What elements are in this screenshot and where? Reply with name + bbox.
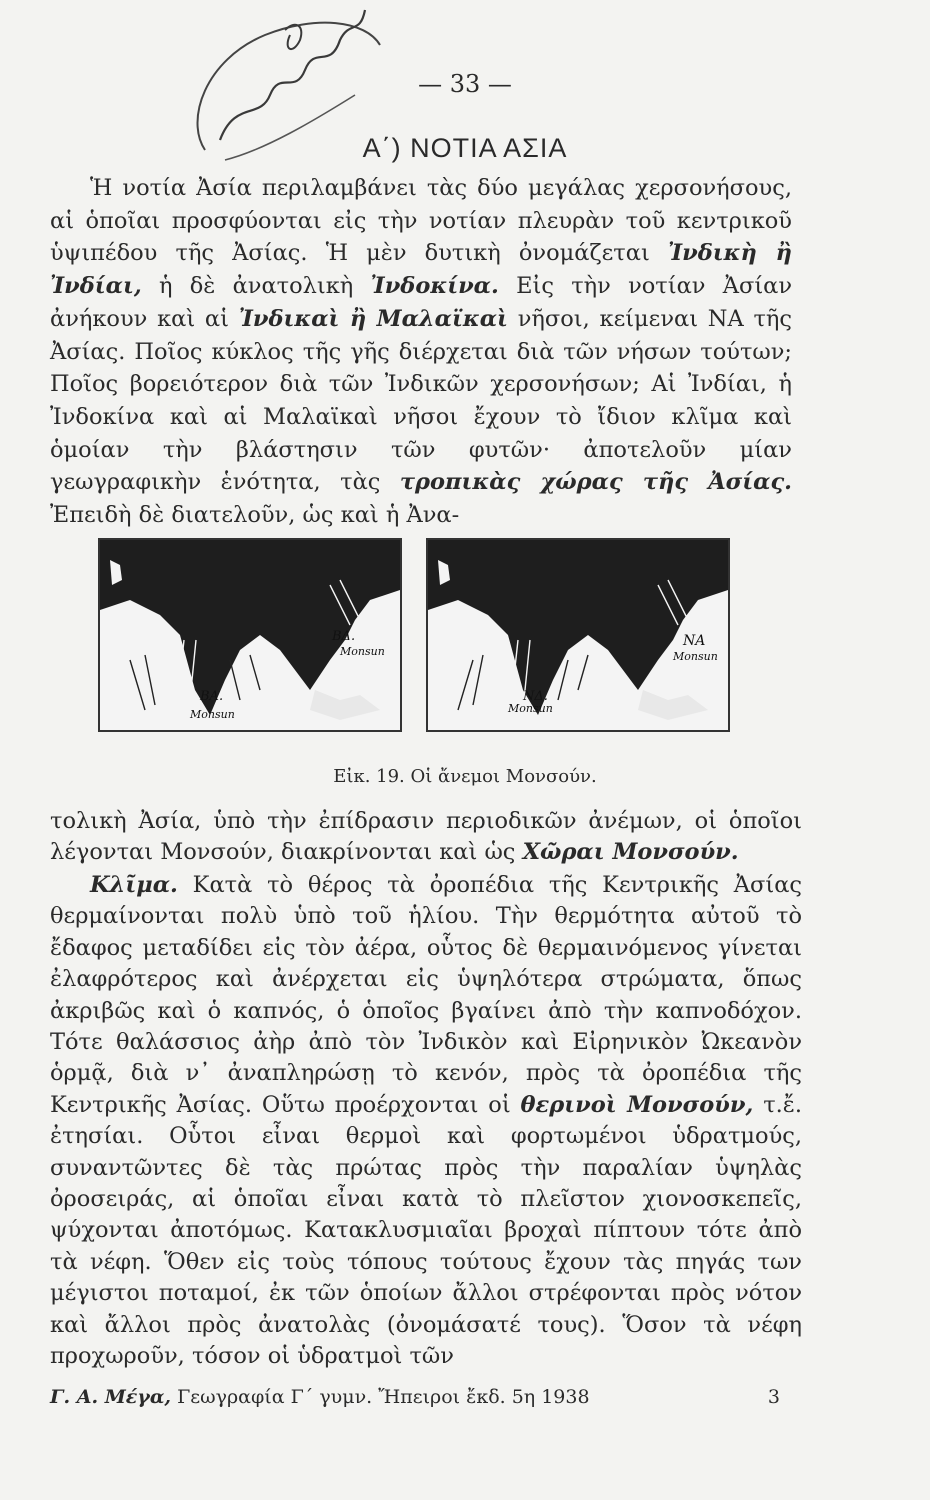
map-label-bd: ΒΔ. (332, 629, 356, 644)
monsoon-maps-figure (98, 538, 828, 728)
continuation-paragraph: τολικὴ Ἀσία, ὑπὸ τὴν ἐπίδρασιν περιοδικῶν ἀνέμων, οἱ ὁποῖοι λέγονται Μονσούν, διακρίνονται καὶ ὡς Χῶραι Μονσούν. (50, 808, 802, 866)
map-drawing (100, 540, 400, 730)
footer-author: Γ. Α. Μέγα, (50, 1386, 172, 1408)
page-number: — 33 — (418, 70, 512, 98)
map-label-monsun-4: Monsun (508, 702, 553, 715)
map-label-nd: ΝΔ. (523, 689, 548, 704)
map-label-monsun-1: Monsun (340, 645, 385, 658)
section-title: Α΄) ΝΟΤΙΑ ΑΣΙΑ (362, 133, 568, 163)
intro-paragraph: Ἡ νοτία Ἀσία περιλαμβάνει τὰς δύο μεγάλας χερσονήσους, αἱ ὁποῖαι προσφύονται εἰς τὴν νοτίαν πλευρὰν τοῦ κεντρικοῦ ὑψιπέδου τῆς Ἀσίας. Ἡ μὲν δυτικὴ ὀνομάζεται Ἰνδικὴ ἢ Ἰνδίαι, ἡ δὲ ἀνατολικὴ Ἰνδοκίνα. Εἰς τὴν νοτίαν Ἀσίαν ἀνήκουν καὶ αἱ Ἰνδικαὶ ἢ Μαλαϊκαὶ νῆσοι, κείμεναι ΝΑ τῆς Ἀσίας. Ποῖος κύκλος τῆς γῆς διέρχεται διὰ τῶν νήσων τούτων; Ποῖος βορειότερον διὰ τῶν Ἰνδικῶν χερσονήσων; Αἱ Ἰνδίαι, ἡ Ἰνδοκίνα καὶ αἱ Μαλαϊκαὶ νῆσοι ἔχουν τὸ ἴδιον κλῖμα καὶ ὁμοίαν τὴν βλάστησιν τῶν φυτῶν· ἀποτελοῦν μίαν γεωγραφικὴν ἑνότητα, τὰς τροπικὰς χώρας τῆς Ἀσίας. Ἐπειδὴ δὲ διατελοῦν, ὡς καὶ ἡ Ἀνα- (50, 175, 793, 529)
map-drawing (428, 540, 728, 730)
footer-book: Γεωγραφία Γ΄ γυμν. Ἤπειροι ἔκδ. 5η 1938 (177, 1386, 590, 1408)
climate-paragraph: Κλῖμα. Κατὰ τὸ θέρος τὰ ὀροπέδια τῆς Κεντρικῆς Ἀσίας θερμαίνονται πολὺ ὑπὸ τοῦ ἡλίου. Τὴν θερμότητα αὐτοῦ τὸ ἔδαφος μεταδίδει εἰς τὸν ἀέρα, οὗτος δὲ θερμαινόμενος γίνεται ἐλαφρότερος καὶ ἀνέρχεται εἰς ὑψηλότερα στρώματα, ὅπως ἀκριβῶς καὶ ὁ καπνός, ὁ ὁποῖος βγαίνει ἀπὸ τὴν καπνοδόχον. Τότε θαλάσσιος ἀὴρ ἀπὸ τὸν Ἰνδικὸν καὶ Εἰρηνικὸν Ὠκεανὸν ὁρμᾷ, διὰ ν᾽ ἀναπληρώσῃ τὸ κενόν, πρὸς τὰ ὀροπέδια τῆς Κεντρικῆς Ἀσίας. Οὕτω προέρχονται οἱ θερινοὶ Μονσούν, τ.ἔ. ἐτησίαι. Οὗτοι εἶναι θερμοὶ καὶ φορτωμένοι ὑδρατμούς, συναντῶντες δὲ τὰς πρώτας πρὸς τὴν παραλίαν ὑψηλὰς ὀροσειράς, αἱ ὁποῖαι εἶναι κατὰ τὸ πλεῖστον χιονοσκεπεῖς, ψύχονται ἀποτόμως. Κατακλυσμιαῖαι βροχαὶ πίπτουν τότε ἀπὸ τὰ νέφη. Ὅθεν εἰς τοὺς τόπους τούτους ἔχουν τὰς πηγάς των μέγιστοι ποταμοί, ἐκ τῶν ὁποίων ἄλλοι στρέφονται πρὸς νότον καὶ ἄλλοι πρὸς ἀνατολὰς (ὀνομάσατέ τους). Ὅσον τὰ νέφη προχωροῦν, τόσον οἱ ὑδρατμοὶ τῶν (50, 872, 803, 1370)
winter-monsoon-map (98, 538, 402, 732)
map-label-na: ΝΑ (683, 633, 706, 649)
page-footer (50, 1386, 780, 1408)
map-label-monsun-3: Monsun (673, 650, 718, 663)
map-label-monsun-2: Monsun (190, 708, 235, 721)
map-label-ba: ΒΑ. (200, 689, 224, 704)
signature-mark: 3 (767, 1386, 780, 1408)
summer-monsoon-map (426, 538, 730, 732)
figure-caption: Εἰκ. 19. Οἱ ἄνεμοι Μονσούν. (333, 766, 597, 787)
